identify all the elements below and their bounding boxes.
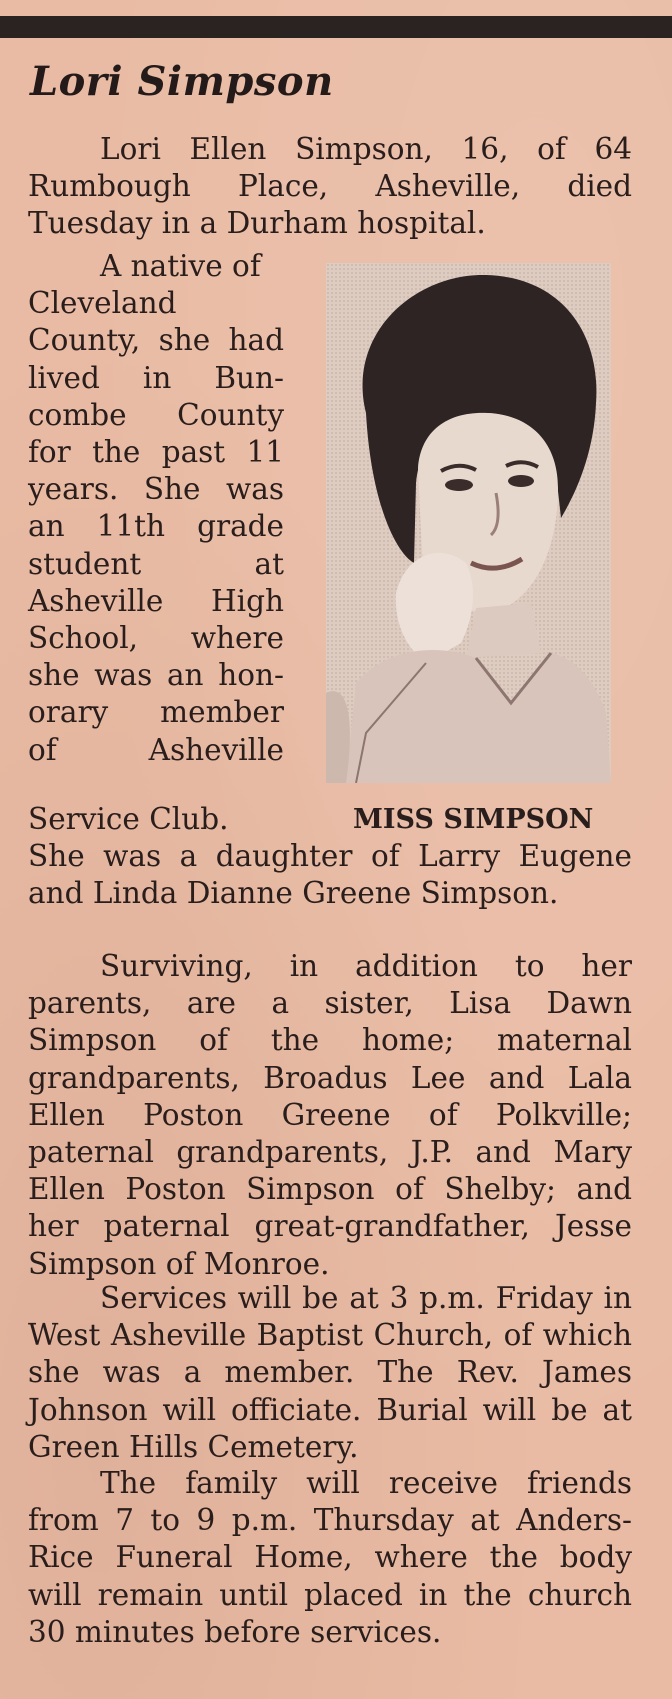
wrap-line: combe County [28, 397, 284, 432]
portrait-photo [326, 263, 611, 783]
wrap-line: years. She was [28, 472, 284, 507]
obituary-headline: Lori Simpson [30, 58, 334, 105]
paragraph-parents: She was a daughter of Larry Eugene and Linda Dianne Greene Simpson. [28, 839, 632, 911]
photo-caption: MISS SIMPSON [353, 804, 594, 835]
wrap-line: Service Club. [28, 802, 229, 836]
paragraph-services: Services will be at 3 p.m. Friday in West Asheville Baptist Church, of which she was a member. The Rev. James Johnson will officiate. Burial will be at Green Hills Cemetery. [28, 1281, 632, 1464]
portrait-image [326, 263, 611, 783]
wrap-line: School, where [28, 621, 284, 656]
wrap-line: an 11th grade [28, 509, 284, 544]
paragraph-intro: Lori Ellen Simpson, 16, of 64 Rumbough Place, Asheville, died Tuesday in a Durham hospital. [28, 132, 632, 241]
wrap-line: County, she had [28, 323, 284, 358]
wrap-line: student at [28, 546, 284, 581]
wrap-line: A native of [100, 249, 261, 283]
paragraph-native-last-line [28, 801, 632, 838]
paragraph-visitation: The family will receive friends from 7 to 9 p.m. Thursday at Anders-Rice Funeral Home, where the body will remain until placed in the church 30 minutes before services. [28, 1466, 632, 1649]
wrap-line: she was an hon- [28, 658, 284, 693]
paragraph-native-wrapped [28, 248, 284, 769]
wrap-line: orary member [28, 695, 284, 730]
wrap-line: Asheville High [28, 583, 284, 618]
wrap-line: Cleveland [28, 286, 177, 321]
wrap-line: for the past 11 [28, 435, 284, 470]
paragraph-survivors: Surviving, in addition to her parents, are a sister, Lisa Dawn Simpson of the home; maternal grandparents, Broadus Lee and Lala Ellen Poston Greene of Polkville; paternal grandparents, J.P. and Mary Ellen Poston Simpson of Shelby; and her paternal great-grandfather, Jesse Simpson of Monroe. [28, 949, 632, 1281]
top-rule [0, 16, 672, 38]
wrap-line: of Asheville [28, 732, 284, 767]
wrap-line: lived in Bun- [28, 360, 284, 395]
